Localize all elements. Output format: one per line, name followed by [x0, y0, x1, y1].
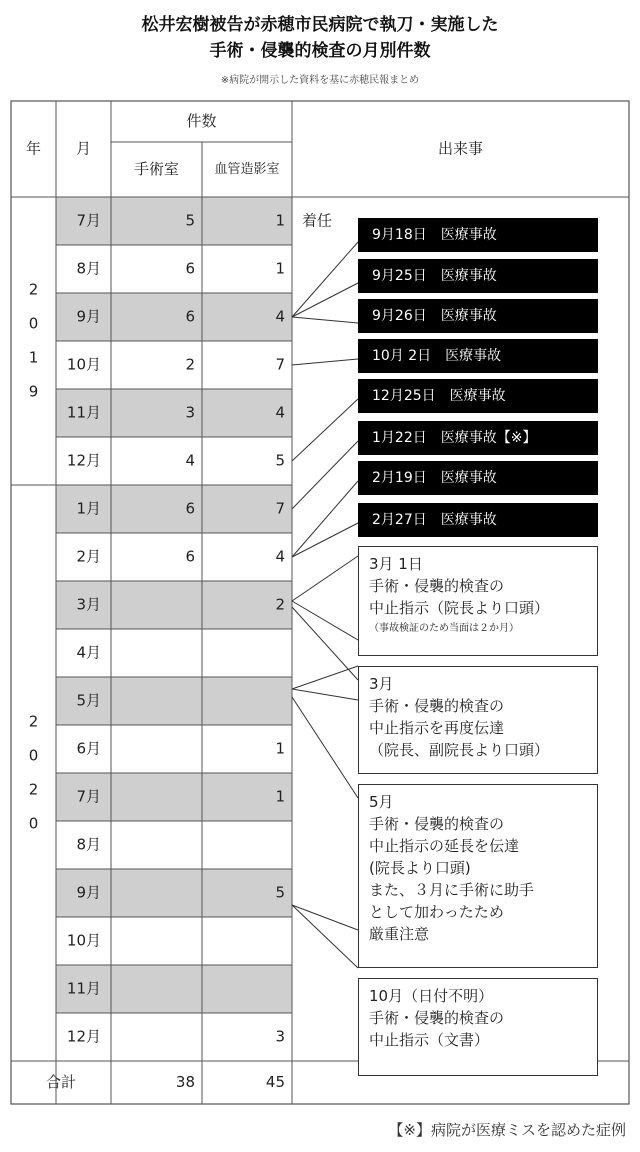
- month-cell: 5月: [76, 691, 101, 710]
- surgery-count-cell: 2: [185, 355, 195, 374]
- month-cell: 7月: [76, 211, 101, 230]
- month-cell: 8月: [76, 259, 101, 278]
- accident-event-box: 9月25日 医療事故: [358, 259, 598, 293]
- accident-event-box: 2月19日 医療事故: [358, 461, 598, 495]
- surgery-count-cell: 6: [185, 499, 195, 518]
- notice-line: 3月 1日: [369, 555, 423, 573]
- month-cell: 12月: [66, 451, 101, 470]
- notice-line: 中止指示（文書）: [369, 1031, 490, 1049]
- surgery-count-cell: 6: [185, 547, 195, 566]
- start-label: 着任: [302, 211, 333, 230]
- surgery-count-cell: 5: [185, 211, 195, 230]
- month-cell: 6月: [76, 739, 101, 758]
- header-year: 年: [25, 139, 42, 158]
- month-cell: 10月: [66, 931, 101, 950]
- notice-line: 中止指示（院長より口頭）: [369, 599, 550, 617]
- month-cell: 9月: [76, 883, 101, 902]
- notice-line: また、３月に手術に助手: [369, 881, 535, 899]
- notice-line: （院長、副院長より口頭）: [369, 741, 550, 759]
- notice-line: 5月: [369, 793, 394, 811]
- total-angio: 45: [265, 1073, 285, 1091]
- accident-event-box: 10月 2日 医療事故: [358, 339, 598, 373]
- notice-line: 手術・侵襲的検査の: [369, 1009, 505, 1027]
- angio-count-cell: 4: [275, 547, 285, 566]
- year-label-char: 2: [28, 712, 39, 731]
- accident-event-box: 1月22日 医療事故【※】: [358, 421, 598, 455]
- year-label-char: 0: [28, 746, 39, 765]
- angio-count-cell: 5: [275, 451, 285, 470]
- header-surgery-room: 手術室: [133, 160, 180, 178]
- accident-event-box: 9月26日 医療事故: [358, 299, 598, 333]
- month-cell: 11月: [66, 403, 101, 422]
- year-label-char: 9: [28, 382, 39, 401]
- surgery-count-cell: 6: [185, 307, 195, 326]
- chart-title-line2: 手術・侵襲的検査の月別件数: [209, 41, 431, 61]
- notice-line: 手術・侵襲的検査の: [369, 577, 505, 595]
- notice-line: 手術・侵襲的検査の: [369, 697, 505, 715]
- notice-line: 10月（日付不明）: [369, 987, 494, 1005]
- month-cell: 1月: [76, 499, 101, 518]
- year-label-char: 2: [28, 780, 39, 799]
- year-label-char: 2: [28, 280, 39, 299]
- header-month: 月: [75, 139, 92, 158]
- year-label-char: 0: [28, 314, 39, 333]
- angio-count-cell: 1: [275, 211, 285, 230]
- header-events: 出来事: [437, 139, 484, 158]
- notice-event-box: [358, 784, 598, 968]
- month-cell: 3月: [76, 595, 101, 614]
- month-cell: 4月: [76, 643, 101, 662]
- notice-line: 中止指示を再度伝達: [369, 719, 505, 737]
- notice-line: 中止指示の延長を伝達: [369, 837, 520, 855]
- header-angio-room: 血管造影室: [214, 162, 280, 177]
- total-surgery: 38: [175, 1073, 195, 1091]
- notice-event-box: [358, 666, 598, 774]
- source-note: ※病院が開示した資料を基に赤穂民報まとめ: [220, 75, 420, 86]
- angio-count-cell: 7: [275, 355, 285, 374]
- month-cell: 7月: [76, 787, 101, 806]
- month-cell: 10月: [66, 355, 101, 374]
- notice-event-box: [358, 546, 598, 656]
- angio-count-cell: 1: [275, 259, 285, 278]
- month-cell: 2月: [76, 547, 101, 566]
- notice-line: として加わったため: [369, 903, 504, 921]
- accident-event-box: 2月27日 医療事故: [358, 503, 598, 537]
- angio-count-cell: 1: [275, 739, 285, 758]
- year-label-char: 0: [28, 814, 39, 833]
- angio-count-cell: 5: [275, 883, 285, 902]
- month-cell: 8月: [76, 835, 101, 854]
- angio-count-cell: 4: [275, 403, 285, 422]
- notice-line: 厳重注意: [369, 925, 430, 943]
- surgery-count-cell: 4: [185, 451, 195, 470]
- notice-line: (院長より口頭): [369, 859, 471, 877]
- surgery-count-cell: 6: [185, 259, 195, 278]
- angio-count-cell: 2: [275, 595, 285, 614]
- year-label-char: 1: [28, 348, 39, 367]
- notice-small-line: （事故検証のため当面は２か月）: [369, 623, 519, 634]
- accident-event-box: 12月25日 医療事故: [358, 379, 598, 413]
- month-cell: 11月: [66, 979, 101, 998]
- notice-line: 3月: [369, 675, 394, 693]
- surgery-count-cell: 3: [185, 403, 195, 422]
- footnote: 【※】病院が医療ミスを認めた症例: [388, 1121, 626, 1139]
- month-cell: 12月: [66, 1027, 101, 1046]
- angio-count-cell: 7: [275, 499, 285, 518]
- header-count: 件数: [186, 112, 217, 130]
- chart-title: 松井宏樹被告が赤穂市民病院で執刀・実施した: [141, 15, 499, 35]
- accident-event-box: 9月18日 医療事故: [358, 218, 598, 252]
- total-label: 合計: [45, 1073, 77, 1091]
- angio-count-cell: 1: [275, 787, 285, 806]
- month-cell: 9月: [76, 307, 101, 326]
- angio-count-cell: 4: [275, 307, 285, 326]
- notice-event-box: [358, 978, 598, 1076]
- angio-count-cell: 3: [275, 1027, 285, 1046]
- notice-line: 手術・侵襲的検査の: [369, 815, 505, 833]
